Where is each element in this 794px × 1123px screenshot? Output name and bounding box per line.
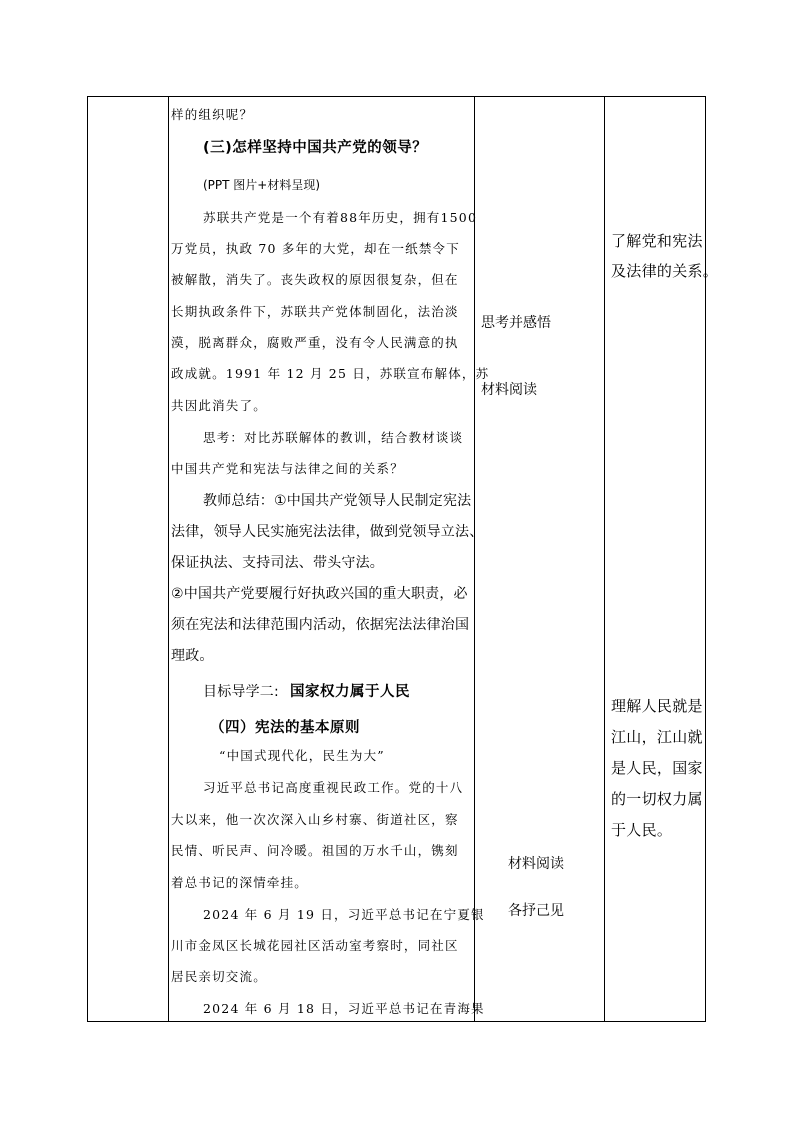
goal-label: 目标导学二: — [203, 684, 279, 700]
teacher-summary-line: 法律，领导人民实施宪法法律，做到党领导立法、 — [171, 524, 484, 540]
activity-item: 各抒己见 — [508, 903, 564, 919]
teacher-summary-line: 须在宪法和法律范围内活动，依据宪法法律治国 — [171, 617, 470, 633]
soviet-paragraph-line: 被解散，消失了。丧失政权的原因很复杂，但在 — [171, 272, 459, 287]
june19-paragraph-line: 居民亲切交流。 — [171, 969, 267, 984]
goal-line — [203, 680, 410, 701]
intent-line: 理解人民就是 — [611, 697, 703, 715]
june19-paragraph-line: 川市金凤区长城花园社区活动室考察时，同社区 — [171, 938, 459, 953]
activity-item: 材料阅读 — [481, 382, 537, 398]
goal-title: 国家权力属于人民 — [290, 684, 411, 700]
intent-line: 是人民，国家 — [611, 759, 703, 777]
column-divider-3 — [604, 97, 605, 1021]
june18-paragraph-line: 2024 年 6 月 18 日，习近平总书记在青海果 — [203, 1001, 485, 1016]
teacher-summary-line: ②中国共产党要履行好执政兴国的重大职责，必 — [171, 586, 468, 602]
text-line: 样的组织呢？ — [171, 107, 254, 122]
column-divider-2 — [474, 97, 475, 1021]
xi-paragraph-line: 习近平总书记高度重视民政工作。党的十八 — [203, 780, 464, 795]
intent-line: 了解党和宪法 — [611, 232, 703, 250]
think-question-line: 思考：对比苏联解体的教训，结合教材谈谈 — [203, 430, 464, 445]
activity-item: 思考并感悟 — [481, 315, 551, 331]
column-divider-1 — [168, 97, 169, 1021]
xi-paragraph-line: 着总书记的深情牵挂。 — [171, 875, 309, 890]
intent-line: 江山，江山就 — [611, 728, 703, 746]
quote-title: “中国式现代化，民生为大” — [219, 748, 385, 763]
intent-line: 于人民。 — [611, 821, 673, 839]
soviet-paragraph-line: 万党员，执政 70 多年的大党，却在一纸禁令下 — [171, 241, 460, 256]
teacher-summary-line: 保证执法、支持司法、带头守法。 — [171, 555, 384, 571]
intent-line: 及法律的关系。 — [611, 262, 719, 280]
think-question-line: 中国共产党和宪法与法律之间的关系？ — [171, 461, 404, 476]
soviet-paragraph-line: 政成就。1991 年 12 月 25 日，苏联宣布解体，苏 — [171, 366, 490, 381]
intent-line: 的一切权力属 — [611, 790, 703, 808]
soviet-paragraph-line: 漠，脱离群众，腐败严重，没有令人民满意的执 — [171, 335, 459, 350]
section-heading-3: (三)怎样坚持中国共产党的领导？ — [203, 140, 428, 156]
teacher-summary-line: 教师总结：①中国共产党领导人民制定宪法 — [203, 493, 472, 509]
xi-paragraph-line: 大以来，他一次次深入山乡村寨、街道社区，察 — [171, 812, 459, 827]
xi-paragraph-line: 民情、听民声、问冷暖。祖国的万水千山，镌刻 — [171, 843, 459, 858]
activity-item: 材料阅读 — [508, 856, 564, 872]
soviet-paragraph-line: 苏联共产党是一个有着88年历史，拥有1500 — [203, 210, 478, 225]
soviet-paragraph-line: 长期执政条件下，苏联共产党体制固化，法治淡 — [171, 304, 459, 319]
section-heading-4: （四）宪法的基本原则 — [210, 720, 360, 736]
ppt-note: (PPT 图片+材料呈现) — [203, 178, 321, 192]
teacher-summary-line: 理政。 — [171, 648, 214, 664]
soviet-paragraph-line: 共因此消失了。 — [171, 398, 267, 413]
june19-paragraph-line: 2024 年 6 月 19 日，习近平总书记在宁夏银 — [203, 907, 485, 922]
